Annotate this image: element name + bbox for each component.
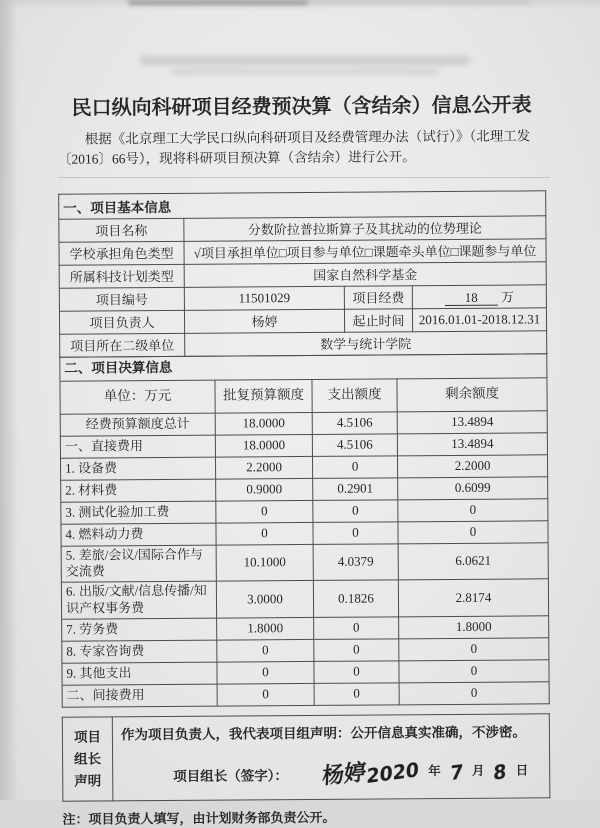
budget-row-label: 4. 燃料动力费 <box>61 523 216 546</box>
budget-row-label: 9. 其他支出 <box>62 662 217 685</box>
budget-cell: 0 <box>217 639 314 662</box>
budget-cell: 1.8000 <box>217 617 314 640</box>
budget-row-label: 8. 专家咨询费 <box>62 640 217 663</box>
funding-value <box>412 284 546 308</box>
plan-type-value: 国家自然科学基金 <box>184 261 546 287</box>
sign-label: 项目组长（签字）： <box>173 767 289 784</box>
intro-paragraph: 根据《北京理工大学民口纵向科研项目及经费管理办法（试行）》（北理工发〔2016〕66号），现将科研项目预决算（含结余）进行公开。 <box>57 128 531 167</box>
scan-left-shadow <box>0 0 18 800</box>
budget-row-label: 2. 材料费 <box>61 479 216 502</box>
declaration-label-line: 组长 <box>74 750 102 767</box>
pi-name: 杨婷 <box>184 309 344 333</box>
budget-col-approved: 批复预算额度 <box>215 379 312 413</box>
budget-cell: 13.4894 <box>397 410 547 433</box>
funding-unit: 万 <box>500 289 515 305</box>
budget-cell: 4.5106 <box>312 433 397 456</box>
budget-unit-header: 单位：万元 <box>60 380 215 414</box>
budget-cell: 0 <box>313 521 398 544</box>
declaration-body <box>112 714 550 801</box>
date-group <box>366 758 537 788</box>
budget-row-label: 1. 设备费 <box>60 457 215 480</box>
budget-cell: 0 <box>398 520 548 543</box>
budget-row-label: 6. 出版/文献/信息传播/知识产权事务费 <box>61 581 216 619</box>
budget-row-label: 二、间接费用 <box>62 684 217 707</box>
declaration-label-line: 声明 <box>74 772 102 789</box>
budget-cell: 0 <box>314 617 399 640</box>
handwritten-signature: 杨婷 <box>321 760 367 790</box>
budget-cell: 18.0000 <box>215 434 312 457</box>
signature-row <box>121 756 541 790</box>
budget-cell: 0 <box>399 660 549 683</box>
year-unit: 年 <box>428 763 441 778</box>
declaration-label-line: 项目 <box>73 728 101 745</box>
pi-row <box>59 307 546 333</box>
section2-heading-row <box>60 353 547 380</box>
handwritten-day: 8 <box>492 760 508 785</box>
handwritten-year: 2020 <box>366 758 420 788</box>
budget-cell: 0 <box>314 661 399 684</box>
budget-col-remaining: 剩余额度 <box>397 377 547 411</box>
budget-table-body <box>60 353 549 707</box>
project-no-row <box>59 284 546 310</box>
budget-row-label: 一、直接费用 <box>60 435 215 458</box>
project-name-row <box>59 215 546 241</box>
budget-cell: 0.1826 <box>313 580 398 617</box>
role-type-row <box>59 238 546 264</box>
section1-heading-row <box>59 190 546 218</box>
month-unit: 月 <box>471 763 485 778</box>
budget-cell: 2.8174 <box>398 579 548 617</box>
funding-label: 项目经费 <box>344 285 412 308</box>
budget-cell: 0 <box>216 500 313 523</box>
budget-cell: 4.5106 <box>312 411 397 434</box>
budget-cell: 0 <box>217 661 314 684</box>
funding-amount: 18 <box>445 290 498 306</box>
budget-cell: 0 <box>312 455 397 478</box>
budget-cell: 0.9000 <box>216 478 313 501</box>
budget-cell: 0 <box>217 683 314 706</box>
project-name-value: 分数阶拉普拉斯算子及其扰动的位势理论 <box>184 215 546 241</box>
ink-bleedthrough <box>140 56 470 65</box>
page-title: 民口纵向科研项目经费预决算（含结余）信息公开表 <box>71 94 532 120</box>
budget-cell: 0.2901 <box>313 477 398 500</box>
budget-row-label: 3. 测试化验加工费 <box>61 501 216 524</box>
declaration-label <box>62 717 113 801</box>
footnote: 注：项目负责人填写，由计划财务部负责公开。 <box>62 809 336 827</box>
budget-row-label: 5. 差旅/会议/国际合作与交流费 <box>61 545 216 583</box>
unit-name: 数学与统计学院 <box>185 330 547 356</box>
budget-row-label: 7. 劳务费 <box>62 618 217 641</box>
period-value: 2016.01.01-2018.12.31 <box>412 307 546 331</box>
budget-cell: 6.0621 <box>398 542 548 580</box>
budget-cell: 3.0000 <box>216 581 313 618</box>
project-name-label: 项目名称 <box>59 218 184 242</box>
budget-cell: 13.4894 <box>397 432 547 455</box>
budget-table <box>59 353 549 708</box>
budget-cell: 1.8000 <box>399 616 549 639</box>
budget-cell: 2.2000 <box>397 454 547 477</box>
budget-cell: 10.1000 <box>216 544 313 581</box>
plan-type-row <box>59 261 546 287</box>
budget-row <box>61 542 548 582</box>
scan-edge-smudge-2 <box>300 1 530 4</box>
day-unit: 日 <box>515 763 529 778</box>
budget-cell: 0 <box>399 682 549 705</box>
budget-cell: 0 <box>313 499 398 522</box>
budget-row <box>62 682 549 707</box>
budget-header-row <box>60 377 547 413</box>
budget-cell: 0 <box>399 638 549 661</box>
document-body <box>57 88 550 827</box>
budget-cell: 0 <box>216 522 313 545</box>
declaration-row <box>62 714 550 801</box>
budget-row-label: 经费预算额度总计 <box>60 413 215 436</box>
budget-cell: 0.6099 <box>398 476 548 499</box>
budget-cell: 2.2000 <box>215 456 312 479</box>
basic-info-table <box>58 190 547 357</box>
role-type-options: √项目承担单位□项目参与单位□课题牵头单位□课题参与单位 <box>184 238 546 264</box>
role-type-label: 学校承担角色类型 <box>59 241 184 265</box>
budget-cell: 0 <box>314 683 399 706</box>
project-no-label: 项目编号 <box>59 287 184 311</box>
plan-type-label: 所属科技计划类型 <box>59 264 184 288</box>
budget-cell: 0 <box>398 498 548 521</box>
budget-col-spent: 支出额度 <box>312 378 397 412</box>
declaration-statement: 作为项目负责人，我代表项目组声明：公开信息真实准确，不涉密。 <box>120 724 526 743</box>
budget-cell: 0 <box>314 639 399 662</box>
budget-cell: 4.0379 <box>313 543 398 580</box>
unit-label: 项目所在二级单位 <box>60 333 185 357</box>
handwritten-month: 7 <box>449 760 464 785</box>
budget-row <box>61 579 548 619</box>
pi-label: 项目负责人 <box>59 310 184 334</box>
budget-cell: 18.0000 <box>215 412 312 435</box>
period-label: 起止时间 <box>344 308 412 331</box>
section1-heading: 一、项目基本信息 <box>59 190 546 218</box>
scan-edge-smudge <box>128 0 308 5</box>
section2-heading: 二、项目决算信息 <box>60 353 547 380</box>
declaration-table <box>62 713 551 801</box>
project-no-value: 11501029 <box>184 286 344 310</box>
ink-bleedthrough-2 <box>170 68 440 75</box>
